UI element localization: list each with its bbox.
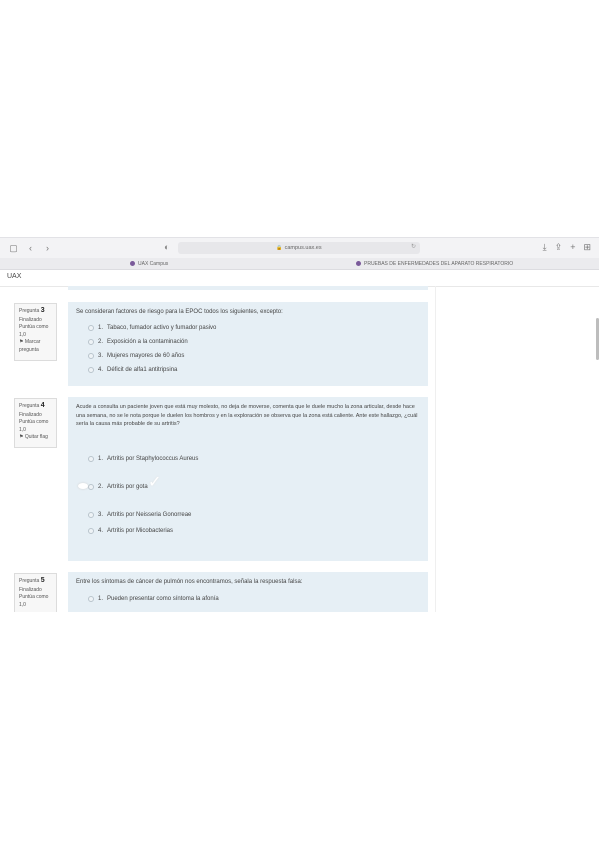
answer-option[interactable]: 1. Pueden presentar como síntoma la afonía xyxy=(88,596,219,602)
question-label: Pregunta xyxy=(19,308,40,314)
reload-icon[interactable]: ↻ xyxy=(410,244,416,250)
new-tab-icon[interactable]: + xyxy=(570,242,576,252)
answer-option[interactable]: 2. Artritis por gota xyxy=(88,484,148,490)
question-score: Puntúa como 1,0 xyxy=(19,594,49,608)
question-box xyxy=(68,302,428,386)
tab-overview-icon[interactable]: ⊞ xyxy=(583,242,591,252)
previous-question-box xyxy=(68,286,428,290)
privacy-shield-icon[interactable]: ◐ xyxy=(164,242,170,252)
question-number: 4 xyxy=(40,402,45,409)
question-status: Finalizado xyxy=(19,411,42,418)
tab-label: PRUEBAS DE ENFERMEDADES DEL APARATO RESPIRATORIO xyxy=(364,260,514,267)
radio-button[interactable] xyxy=(88,596,94,602)
url-text: campus.uax.es xyxy=(284,245,322,251)
radio-button[interactable] xyxy=(88,512,94,518)
site-logo[interactable]: UAX xyxy=(7,273,22,280)
flag-icon: ⚑ xyxy=(19,339,24,345)
answer-option[interactable]: 4. Déficit de alfa1 antitripsina xyxy=(88,367,177,373)
lock-icon: 🔒 xyxy=(276,245,283,251)
download-icon[interactable]: ⤓ xyxy=(542,242,547,252)
question-number: 5 xyxy=(40,577,45,584)
flag-question-link[interactable]: ⚑ Marcar pregunta xyxy=(19,339,41,353)
question-number: 3 xyxy=(40,307,45,314)
checkmark-icon: ✓ xyxy=(148,474,162,491)
site-header xyxy=(0,270,599,287)
tab-quiz[interactable] xyxy=(356,258,513,269)
answer-option[interactable]: 1. Tabaco, fumador activo y fumador pasivo xyxy=(88,325,216,331)
share-icon[interactable]: ⇪ xyxy=(554,242,563,252)
flag-icon: ⚑ xyxy=(19,434,24,440)
radio-button[interactable] xyxy=(88,456,94,462)
question-status: Finalizado xyxy=(19,586,42,593)
answer-option[interactable]: 4. Artritis por Micobacterias xyxy=(88,528,173,534)
tab-bar xyxy=(0,258,599,270)
question-label: Pregunta xyxy=(19,403,40,409)
back-icon[interactable]: ‹ xyxy=(29,243,32,253)
question-score: Puntúa como 1,0 xyxy=(19,419,49,433)
answer-option[interactable]: 1. Artritis por Staphylococcus Aureus xyxy=(88,456,198,462)
answer-option[interactable]: 3. Artritis por Neisseria Gonorreae xyxy=(88,512,191,518)
answer-option[interactable]: 3. Mujeres mayores de 60 años xyxy=(88,353,184,359)
question-info xyxy=(14,573,57,612)
question-status: Finalizado xyxy=(19,316,42,323)
radio-button[interactable] xyxy=(88,528,94,534)
tab-label: UAX Campus xyxy=(138,260,169,267)
radio-button[interactable] xyxy=(88,325,94,331)
favicon-icon xyxy=(356,261,361,266)
flag-question-link[interactable]: ⚑ Quitar flag xyxy=(19,434,48,440)
question-info xyxy=(14,398,57,448)
answer-option[interactable]: 2. Exposición a la contaminación xyxy=(88,339,188,345)
question-info xyxy=(14,303,57,361)
question-text: Entre los síntomas de cáncer de pulmón nos encontramos, señala la respuesta falsa: xyxy=(76,579,303,585)
radio-button[interactable] xyxy=(88,484,94,490)
address-bar[interactable] xyxy=(178,242,420,254)
quiz-content xyxy=(0,286,599,612)
selection-marker xyxy=(78,483,88,489)
radio-button[interactable] xyxy=(88,353,94,359)
question-text: Acude a consulta un paciente joven que está muy molesto, no deja de moverse, comenta que le duele mucho la zona articular, desde hace una semana, no se le nota porque le duelen los hombros y en la exploración se observa que la zona está caliente. Ante este hallazgo, ¿cuál sería la causa más probable de su artritis? xyxy=(76,404,418,428)
forward-icon[interactable]: › xyxy=(46,243,49,253)
radio-button[interactable] xyxy=(88,367,94,373)
question-label: Pregunta xyxy=(19,578,40,584)
tab-campus[interactable] xyxy=(130,258,168,269)
sidebar-toggle-icon[interactable]: ▢ xyxy=(9,242,18,253)
radio-button[interactable] xyxy=(88,339,94,345)
browser-toolbar xyxy=(0,237,599,258)
question-score: Puntúa como 1,0 xyxy=(19,324,49,338)
question-box xyxy=(68,397,428,561)
question-text: Se consideran factores de riesgo para la EPOC todos los siguientes, excepto: xyxy=(76,309,283,315)
favicon-icon xyxy=(130,261,135,266)
question-box xyxy=(68,572,428,612)
